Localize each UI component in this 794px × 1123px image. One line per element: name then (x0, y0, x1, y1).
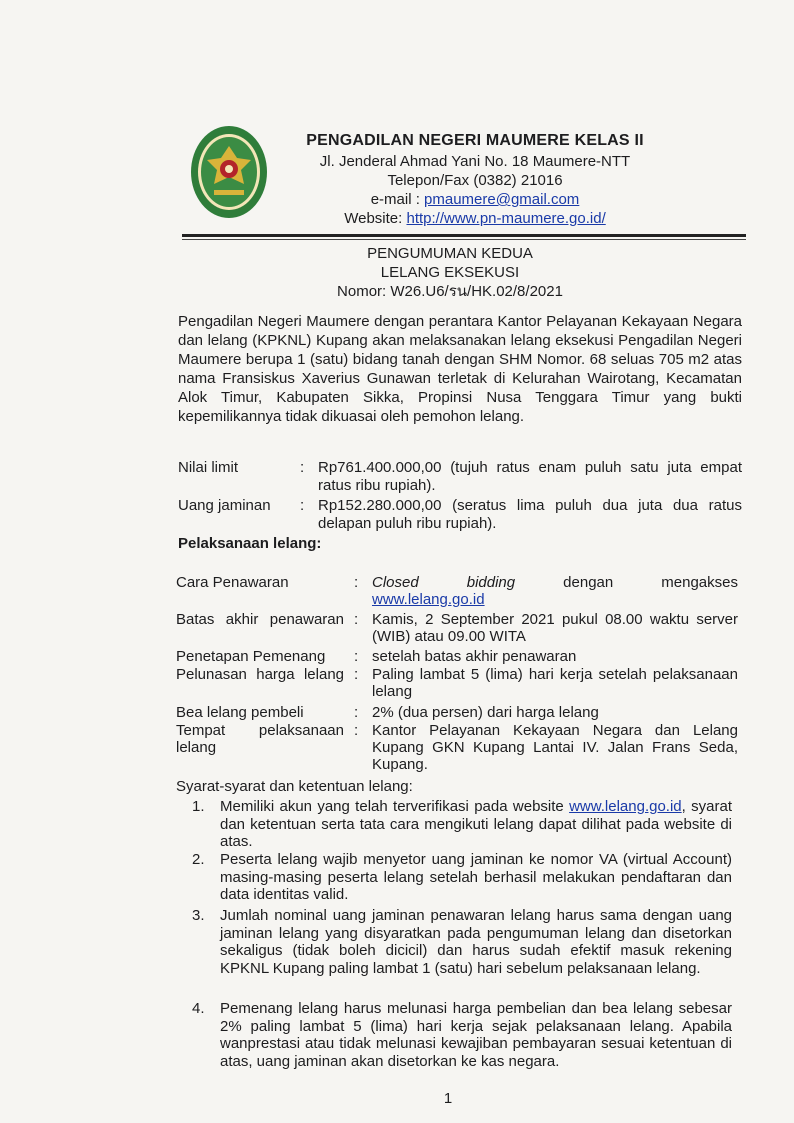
website-label: Website: (344, 210, 407, 227)
announcement-title (280, 244, 620, 301)
letterhead-rule-thick (182, 234, 746, 237)
intro-paragraph: Pengadilan Negeri Maumere dengan perantara Kantor Pelayanan Kekayaan Negara dan lelang (KPKNL) Kupang akan melaksanakan lelang eksekusi Pengadilan Negeri Maumere berupa 1 (satu) bidang tanah dengan SHM Nomor. 68 seluas 705 m2 atas nama Fransiskus Xaverius Gunawan terletak di Kelurahan Wairotang, Kecamatan Alok Timur, Kabupaten Sikka, Propinsi Nusa Tenggara Timur yang bukti kepemilikannya tidak dikuasai oleh pemohon lelang. (178, 313, 742, 425)
letterhead-rule-thin (182, 239, 746, 240)
cara-penawaran-label: Cara Penawaran (176, 574, 289, 591)
uang-jaminan-value: Rp152.280.000,00 (seratus lima puluh dua juta dua ratus delapan puluh ribu rupiah). (318, 497, 742, 532)
website-link[interactable]: http://www.pn-maumere.go.id/ (406, 210, 606, 227)
penetapan-value: setelah batas akhir penawaran (372, 648, 577, 665)
pelunasan-label: Pelunasan harga lelang (176, 666, 344, 683)
nilai-limit-label: Nilai limit (178, 459, 238, 476)
lelang-link-2[interactable]: www.lelang.go.id (569, 798, 682, 815)
penetapan-label: Penetapan Pemenang (176, 648, 326, 665)
closed-bidding-text: Closed bidding (372, 574, 516, 591)
court-emblem-icon (190, 124, 268, 220)
tempat-value: Kantor Pelayanan Kekayaan Negara dan Lelang Kupang GKN Kupang Lantai IV. Jalan Frans Seda, Kupang. (372, 722, 738, 773)
court-website-line (290, 209, 660, 228)
title-line-1: PENGUMUMAN KEDUA (367, 245, 533, 262)
court-phone: Telepon/Fax (0382) 21016 (387, 172, 563, 189)
document-page: PENGADILAN NEGERI MAUMERE KELAS II Jl. Jenderal Ahmad Yani No. 18 Maumere-NTT Telepon/Fax (0382) 21016 e-mail : pmaumere@gmail.com Website: http://www.pn-maumere.go.id/ PENGUMUMAN KEDUA LELANG EKSEKUSI Nomor: W26.U6/รน/HK.02/8/2021 Pengadilan Negeri Maumere dengan perantara Kantor Pelayanan Kekayaan Negara dan lelang (KPKNL) Kupang akan melaksanakan lelang eksekusi Pengadilan Negeri Maumere berupa 1 (satu) bidang tanah dengan SHM Nomor. 68 seluas 705 m2 atas nama Fransiskus Xaverius Gunawan terletak di Kelurahan Wairotang, Kecamatan Alok Timur, Kabupaten Sikka, Propinsi Nusa Tenggara Timur yang bukti kepemilikannya tidak dikuasai oleh pemohon lelang. Nilai limit : Rp761.400.000,00 (tujuh ratus enam puluh satu juta empat ratus ribu rupiah). Uang jaminan : Rp152.280.000,00 (seratus lima puluh dua juta dua ratus delapan puluh ribu rupiah). Pelaksanaan lelang: Cara Penawaran : Closed bidding dengan mengakses www.lelang.go.id Batas akhir penawaran : Kamis, 2 September 2021 pukul 08.00 waktu server (WIB) atau 09.00 WITA Penetapan Pemenang : setelah batas akhir penawaran Pelunasan harga lelang : Paling lambat 5 (lima) hari kerja setelah pelaksanaan lelang Bea lelang pembeli : 2% (dua persen) dari harga lelang Tempat pelaksanaan lelang : Kantor Pelayanan Kekayaan Negara dan Lelang Kupang GKN Kupang Lantai IV. Jalan Frans Seda, Kupang. Syarat-syarat dan ketentuan lelang: 1. Memiliki akun yang telah terverifikasi pada website www.lelang.go.id, syarat dan ketentuan serta tata cara mengikuti lelang dapat dilihat pada website di atas. 2. Peserta lelang wajib menyetor uang jaminan ke nomor VA (virtual Account) masing-masing peserta lelang setelah berhasil melakukan pendaftaran dan data identitas valid. 3. Jumlah nominal uang jaminan penawaran lelang harus sama dengan uang jaminan lelang yang disyaratkan pada pengumuman lelang dan disetorkan sekaligus (tidak boleh dicicil) dan harus sudah efektif masuk rekening KPKNL Kupang paling lambat 1 (satu) hari sebelum pelaksanaan lelang. 4. Pemenang lelang harus melunasi harga pembelian dan bea lelang sebesar 2% paling lambat 5 (lima) hari kerja sejak pelaksanaan lelang. Apabila wanprestasi atau tidak melunasi kewajiban pembayaran sesuai ketentuan di atas, uang jaminan akan disetorkan ke kas negara. 1 (0, 0, 794, 1123)
nilai-limit-value: Rp761.400.000,00 (tujuh ratus enam puluh satu juta empat ratus ribu rupiah). (318, 459, 742, 494)
court-email-line (290, 190, 660, 209)
batas-akhir-label: Batas akhir penawaran (176, 611, 344, 628)
title-line-2: LELANG EKSEKUSI (380, 264, 520, 281)
page-number: 1 (443, 1090, 453, 1107)
email-label: e-mail : (370, 191, 425, 208)
announcement-number: Nomor: W26.U6/รน/HK.02/8/2021 (337, 283, 563, 300)
lelang-link-1[interactable]: www.lelang.go.id (372, 591, 485, 608)
tempat-label: Tempat pelaksanaan lelang (176, 722, 344, 756)
pelunasan-value: Paling lambat 5 (lima) hari kerja setelah pelaksanaan lelang (372, 666, 738, 700)
uang-jaminan-label: Uang jaminan (178, 497, 271, 514)
court-address: Jl. Jenderal Ahmad Yani No. 18 Maumere-NTT (319, 153, 631, 170)
batas-akhir-value: Kamis, 2 September 2021 pukul 08.00 waktu server (WIB) atau 09.00 WITA (372, 611, 738, 645)
court-name: PENGADILAN NEGERI MAUMERE KELAS II (306, 132, 644, 149)
cara-penawaran-value: Closed bidding dengan mengakses www.lelang.go.id (372, 574, 738, 608)
email-link[interactable]: pmaumere@gmail.com (424, 191, 580, 208)
syarat-heading: Syarat-syarat dan ketentuan lelang: (176, 778, 413, 795)
pelaksanaan-heading: Pelaksanaan lelang: (178, 535, 322, 552)
bea-lelang-value: 2% (dua persen) dari harga lelang (372, 704, 599, 721)
letterhead (290, 132, 660, 228)
bea-lelang-label: Bea lelang pembeli (176, 704, 304, 721)
